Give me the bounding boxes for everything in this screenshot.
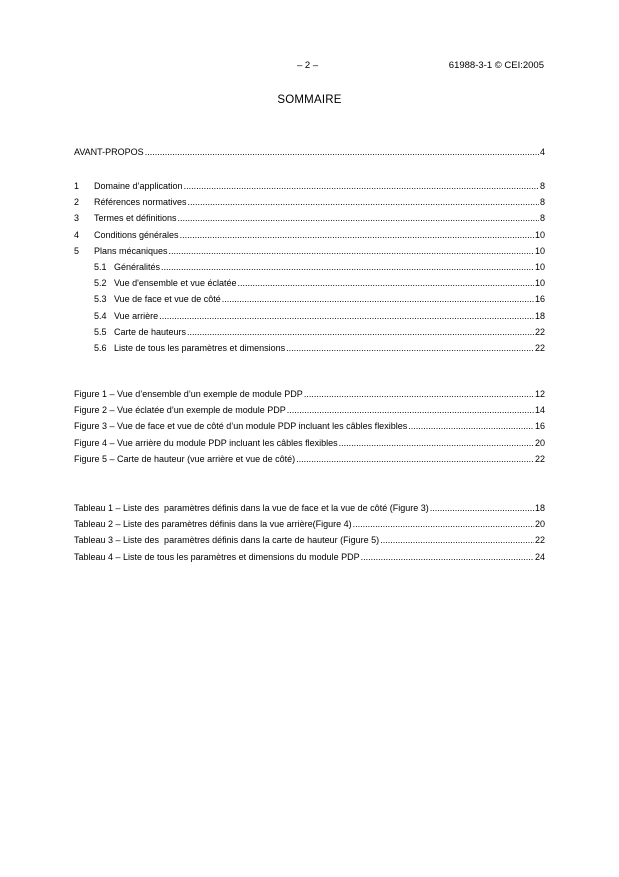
toc-entry-page: 16 (534, 421, 545, 432)
toc-entry-subsection-5-3[interactable] (74, 291, 545, 307)
toc-entry-label: Plans mécaniques (94, 245, 168, 256)
toc-entry-avant-propos[interactable] (74, 144, 545, 160)
toc-entry-page: 10 (534, 278, 545, 289)
toc-entry-page: 4 (539, 147, 545, 157)
toc-leader-dots (380, 532, 534, 548)
toc-sections-block (74, 178, 545, 356)
toc-leader-dots (145, 144, 539, 160)
toc-entry-page: 10 (534, 245, 545, 256)
toc-entry-label: Figure 4 – Vue arrière du module PDP incluant les câbles flexibles (74, 437, 338, 448)
toc-entry-page: 20 (534, 519, 545, 530)
toc-entry-number: 2 (74, 197, 80, 208)
toc-entry-figure-1[interactable] (74, 386, 545, 402)
toc-entry-page: 22 (534, 326, 545, 337)
toc-entry-subsection-5-4[interactable] (74, 308, 545, 324)
toc-entry-table-4[interactable] (74, 549, 545, 565)
toc-avant-propos-block (74, 144, 545, 160)
toc-entry-label: Vue de face et vue de côté (114, 294, 221, 305)
toc-leader-dots (188, 194, 539, 210)
toc-entry-label: Références normatives (94, 197, 187, 208)
toc-leader-dots (361, 549, 534, 565)
toc-leader-dots (304, 386, 534, 402)
toc-entry-page: 24 (534, 551, 545, 562)
toc-leader-dots (178, 210, 539, 226)
toc-entry-page: 22 (534, 342, 545, 353)
toc-entry-number: 5.6 (94, 342, 107, 353)
toc-entry-page: 16 (534, 294, 545, 305)
toc-entry-number: 5.3 (94, 294, 107, 305)
toc-entry-page: 22 (534, 453, 545, 464)
toc-entry-number: 5.1 (94, 261, 107, 272)
toc-entry-subsection-5-2[interactable] (74, 275, 545, 291)
toc-entry-page: 20 (534, 437, 545, 448)
toc-entry-section-5[interactable] (74, 243, 545, 259)
toc-entry-label: Tableau 1 – Liste des paramètres définis dans la vue de face et la vue de côté (Figure 3) (74, 503, 429, 513)
toc-entry-section-4[interactable] (74, 227, 545, 243)
toc-entry-page: 18 (534, 503, 545, 513)
toc-entry-label: Conditions générales (94, 229, 179, 240)
toc-entry-label: Domaine d’application (94, 181, 183, 191)
toc-entry-page: 8 (539, 197, 545, 208)
toc-entry-number: 5.2 (94, 278, 107, 289)
toc-entry-page: 8 (539, 181, 545, 191)
toc-leader-dots (187, 324, 534, 340)
toc-leader-dots (237, 275, 534, 291)
toc-leader-dots (159, 308, 534, 324)
toc-entry-label: Tableau 4 – Liste de tous les paramètres et dimensions du module PDP (74, 551, 360, 562)
toc-entry-table-1[interactable] (74, 500, 545, 516)
toc-entry-label: Vue d'ensemble et vue éclatée (114, 278, 237, 289)
toc-entry-page: 10 (534, 229, 545, 240)
toc-entry-label: Vue arrière (114, 310, 159, 321)
toc-figures-block (74, 386, 545, 467)
document-reference: 61988-3-1 © CEI:2005 (448, 60, 544, 71)
toc-entry-label: Figure 2 – Vue éclatée d’un exemple de module PDP (74, 405, 286, 416)
toc-leader-dots (169, 243, 534, 259)
toc-entry-number: 5 (74, 245, 80, 256)
toc-entry-label: Tableau 3 – Liste des paramètres définis dans la carte de hauteur (Figure 5) (74, 535, 380, 546)
toc-entry-subsection-5-5[interactable] (74, 324, 545, 340)
toc-entry-number: 1 (74, 181, 80, 191)
toc-entry-number: 5.4 (94, 310, 107, 321)
toc-entry-label: Carte de hauteurs (114, 326, 187, 337)
toc-entry-number: 3 (74, 213, 80, 224)
toc-entry-section-2[interactable] (74, 194, 545, 210)
toc-entry-label: Figure 5 – Carte de hauteur (vue arrière et vue de côté) (74, 453, 296, 464)
toc-entry-number: 5.5 (94, 326, 107, 337)
toc-entry-figure-2[interactable] (74, 402, 545, 418)
toc-leader-dots (408, 418, 534, 434)
toc-leader-dots (180, 227, 534, 243)
toc-leader-dots (287, 402, 534, 418)
toc-entry-page: 18 (534, 310, 545, 321)
toc-leader-dots (430, 500, 534, 516)
toc-entry-page: 10 (534, 261, 545, 272)
toc-leader-dots (184, 178, 539, 194)
toc-entry-figure-4[interactable] (74, 435, 545, 451)
toc-tables-block (74, 500, 545, 565)
toc-entry-table-2[interactable] (74, 516, 545, 532)
toc-entry-page: 14 (534, 405, 545, 416)
toc-entry-subsection-5-6[interactable] (74, 340, 545, 356)
toc-entry-figure-5[interactable] (74, 451, 545, 467)
toc-entry-page: 12 (534, 389, 545, 399)
toc-leader-dots (286, 340, 534, 356)
toc-entry-table-3[interactable] (74, 532, 545, 548)
toc-leader-dots (222, 291, 534, 307)
toc-entry-page: 8 (539, 213, 545, 224)
toc-entry-section-1[interactable] (74, 178, 545, 194)
page-title: SOMMAIRE (277, 94, 342, 106)
toc-leader-dots (161, 259, 534, 275)
toc-entry-label: Figure 1 – Vue d’ensemble d’un exemple de module PDP (74, 389, 303, 399)
toc-entry-page: 22 (534, 535, 545, 546)
page-number: – 2 – (297, 60, 319, 71)
toc-entry-label: Liste de tous les paramètres et dimensions (114, 342, 286, 353)
toc-entry-subsection-5-1[interactable] (74, 259, 545, 275)
toc-entry-label: AVANT-PROPOS (74, 147, 144, 157)
toc-entry-number: 4 (74, 229, 80, 240)
toc-entry-label: Figure 3 – Vue de face et vue de côté d’un module PDP incluant les câbles flexibles (74, 421, 408, 432)
toc-entry-label: Généralités (114, 261, 161, 272)
toc-entry-label: Termes et définitions (94, 213, 177, 224)
toc-leader-dots (296, 451, 534, 467)
toc-leader-dots (353, 516, 534, 532)
toc-leader-dots (339, 435, 534, 451)
toc-entry-section-3[interactable] (74, 210, 545, 226)
toc-entry-figure-3[interactable] (74, 418, 545, 434)
toc-entry-label: Tableau 2 – Liste des paramètres définis dans la vue arrière(Figure 4) (74, 519, 352, 530)
